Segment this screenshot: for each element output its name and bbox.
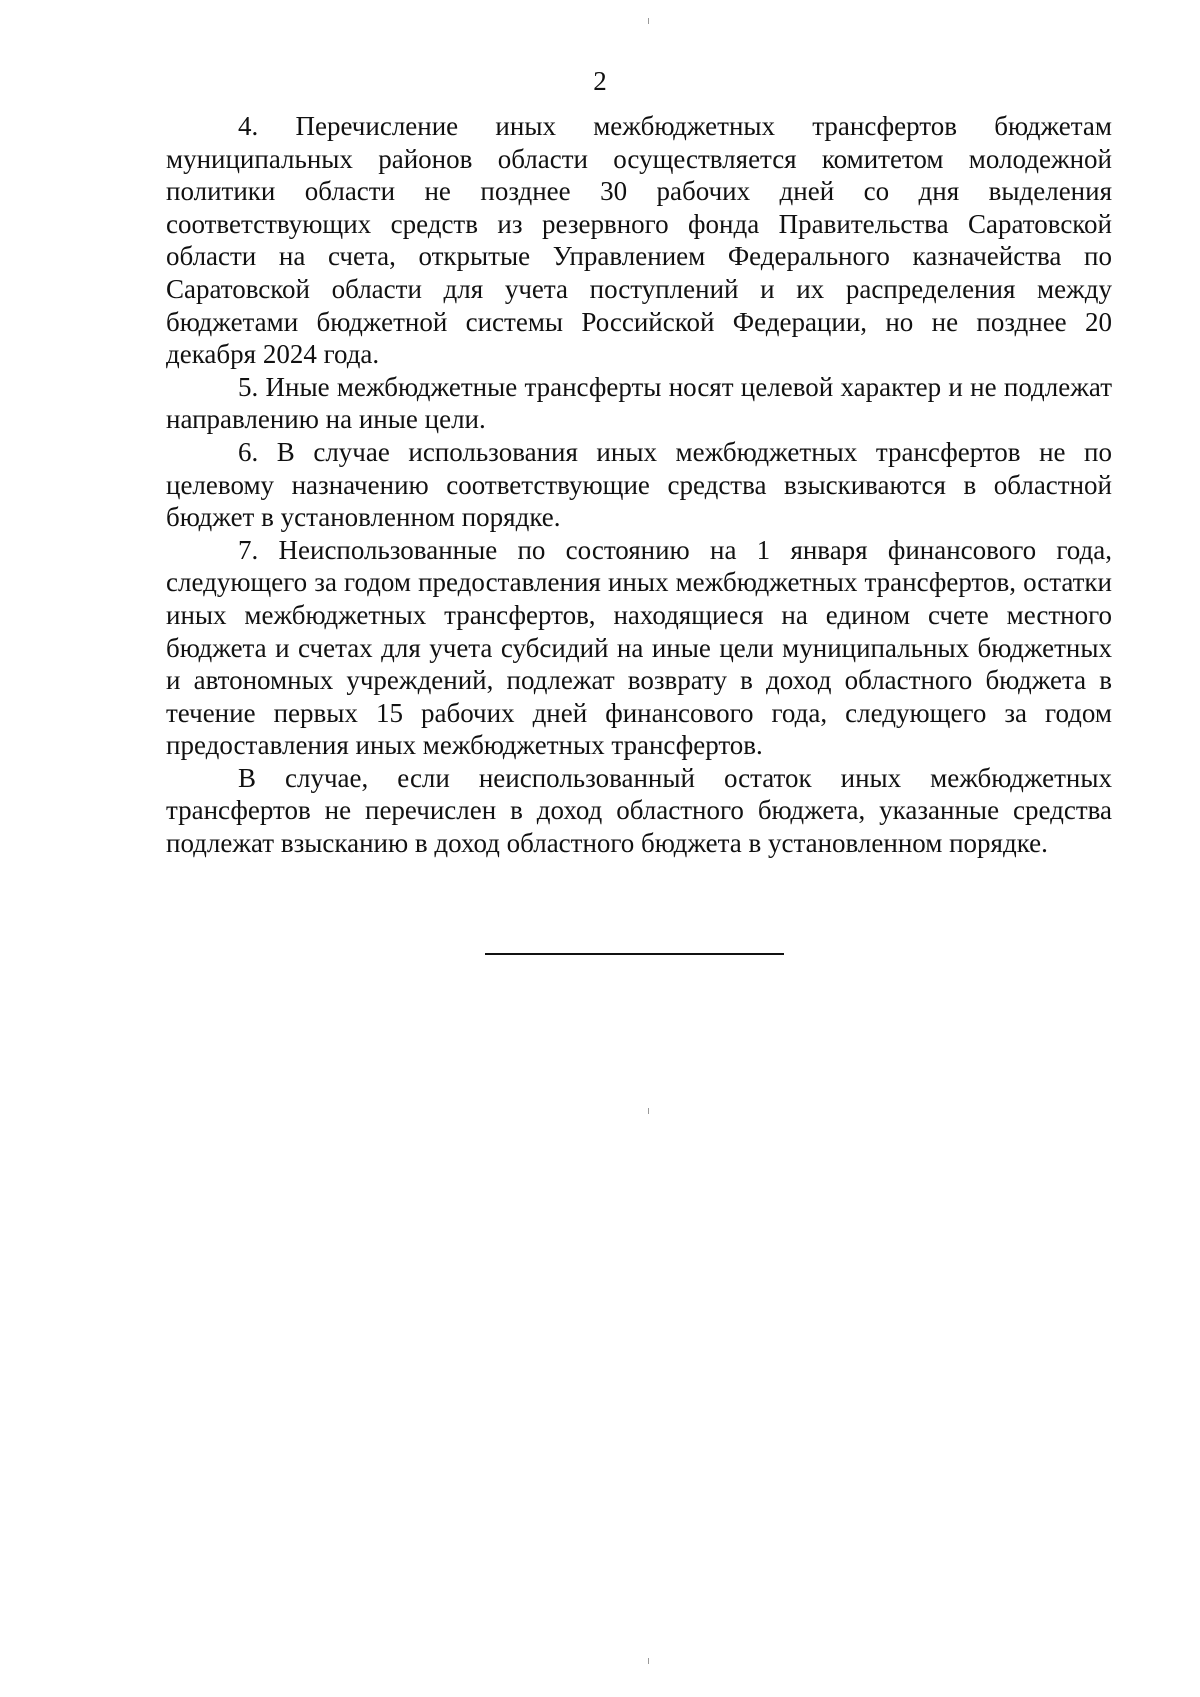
end-divider-line xyxy=(485,953,784,955)
scan-speck xyxy=(648,1658,649,1664)
paragraph-6: 6. В случае использования иных межбюджетных трансфертов не по целевому назначению соответствующие средства взыскиваются в областной бюджет в установленном порядке. xyxy=(166,436,1112,533)
page-number: 2 xyxy=(593,66,607,96)
paragraph-4: 4. Перечисление иных межбюджетных трансфертов бюджетам муниципальных районов области осуществляется комитетом молодежной политики области не позднее 30 рабочих дней со дня выделения соответствующих средств из резервного фонда Правительства Саратовской области на счета, открытые Управлением Федерального казначейства по Саратовской области для учета поступлений и их распределения между бюджетами бюджетной системы Российской Федерации, но не позднее 20 декабря 2024 года. xyxy=(166,111,1112,370)
scan-speck xyxy=(648,1108,649,1114)
scan-speck xyxy=(648,18,649,24)
paragraph-7-continuation: В случае, если неиспользованный остаток иных межбюджетных трансфертов не перечислен в доход областного бюджета, указанные средства подлежат взысканию в доход областного бюджета в установленном порядке. xyxy=(166,762,1112,859)
paragraph-7: 7. Неиспользованные по состоянию на 1 января финансового года, следующего за годом предоставления иных межбюджетных трансфертов, остатки иных межбюджетных трансфертов, находящиеся на едином счете местного бюджета и счетах для учета субсидий на иные цели муниципальных бюджетных и автономных учреждений, подлежат возврату в доход областного бюджета в течение первых 15 рабочих дней финансового года, следующего за годом предоставления иных межбюджетных трансфертов. xyxy=(166,534,1112,761)
document-body xyxy=(166,110,1112,860)
paragraph-5: 5. Иные межбюджетные трансферты носят целевой характер и не подлежат направлению на иные цели. xyxy=(166,371,1112,435)
